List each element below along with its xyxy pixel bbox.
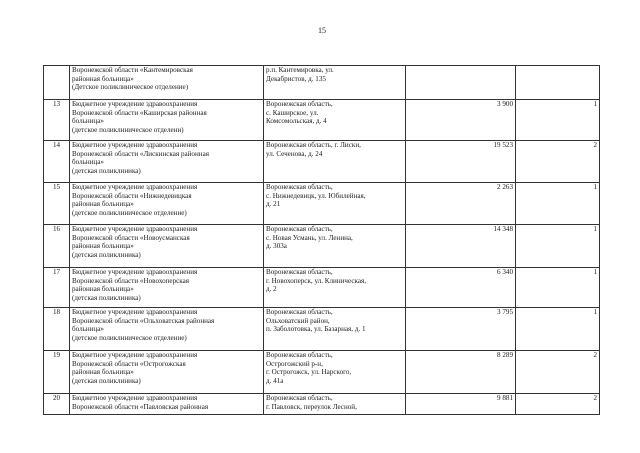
address-line: Воронежская область, bbox=[266, 308, 333, 316]
facility-name-line: Бюджетное учреждение здравоохранения bbox=[72, 268, 198, 276]
address-cell bbox=[264, 225, 406, 268]
address-line: с. Новая Усмань, ул. Ленина, bbox=[266, 233, 353, 242]
row-number-cell: 18 bbox=[44, 308, 70, 351]
facility-name-line: Бюджетное учреждение здравоохранения bbox=[72, 100, 198, 108]
facility-name-cell bbox=[70, 225, 264, 268]
facility-name-cell bbox=[70, 183, 264, 225]
facility-name-cell bbox=[70, 141, 264, 183]
count-cell: 1 bbox=[516, 308, 600, 351]
population-cell: 6 340 bbox=[406, 268, 516, 308]
table-row bbox=[44, 351, 600, 394]
address-line: ул. Сеченова, д. 24 bbox=[266, 149, 323, 158]
facility-name-cell bbox=[70, 394, 264, 415]
facility-name-line: (детская поликлиника) bbox=[72, 293, 141, 302]
facility-name-line: районная больница» bbox=[72, 285, 134, 294]
facility-name-line: районная больница» bbox=[72, 200, 134, 209]
facility-name-cell bbox=[70, 100, 264, 141]
table-body bbox=[44, 66, 600, 415]
row-number-cell bbox=[44, 66, 70, 100]
facility-name-line: Бюджетное учреждение здравоохранения bbox=[72, 141, 198, 149]
facility-name-line: районная больница» bbox=[72, 242, 134, 251]
facility-name-cell bbox=[70, 268, 264, 308]
address-cell bbox=[264, 183, 406, 225]
address-line: Декабристов, д. 135 bbox=[266, 74, 326, 83]
row-number-cell: 19 bbox=[44, 351, 70, 394]
facility-name-line: (детская поликлиника) bbox=[72, 166, 141, 175]
address-cell bbox=[264, 100, 406, 141]
population-cell bbox=[406, 66, 516, 100]
address-line: Воронежская область, bbox=[266, 183, 333, 191]
facility-name-line: Воронежской области «Новоусманская bbox=[72, 233, 190, 242]
count-cell: 1 bbox=[516, 225, 600, 268]
facility-name-line: Бюджетное учреждение здравоохранения bbox=[72, 351, 198, 359]
facility-name-line: Воронежской области «Кантемировская bbox=[72, 66, 193, 74]
address-line: Воронежская область, bbox=[266, 268, 333, 276]
count-cell: 2 bbox=[516, 351, 600, 394]
population-cell: 2 263 bbox=[406, 183, 516, 225]
address-line: г. Острогожск, ул. Нарского, bbox=[266, 368, 352, 377]
population-cell: 9 881 bbox=[406, 394, 516, 415]
address-line: г. Новохоперск, ул. Клиническая, bbox=[266, 276, 367, 285]
table-row bbox=[44, 225, 600, 268]
facility-name-line: Воронежской области «Острогожская bbox=[72, 359, 186, 368]
population-cell: 3 795 bbox=[406, 308, 516, 351]
address-cell bbox=[264, 394, 406, 415]
table-row bbox=[44, 183, 600, 225]
address-cell bbox=[264, 141, 406, 183]
facility-name-cell bbox=[70, 351, 264, 394]
address-line: д. 21 bbox=[266, 200, 281, 209]
address-line: г. Павловск, переулок Лесной, bbox=[266, 402, 357, 411]
facility-name-cell bbox=[70, 308, 264, 351]
address-line: д. 41а bbox=[266, 376, 284, 385]
facility-name-line: (детское поликлиническое отделени) bbox=[72, 125, 184, 134]
population-cell: 8 289 bbox=[406, 351, 516, 394]
address-line: Комсомольская, д. 4 bbox=[266, 117, 327, 126]
facility-name-line: (детское поликлиническое отделение) bbox=[72, 333, 187, 342]
count-cell: 1 bbox=[516, 183, 600, 225]
address-cell bbox=[264, 268, 406, 308]
address-line: Воронежская область, bbox=[266, 100, 333, 108]
count-cell: 1 bbox=[516, 268, 600, 308]
population-cell: 14 348 bbox=[406, 225, 516, 268]
address-line: Ольховатский район, bbox=[266, 316, 330, 325]
address-line: с. Каширское, ул. bbox=[266, 108, 319, 117]
table-row bbox=[44, 66, 600, 100]
table-row bbox=[44, 100, 600, 141]
row-number-cell: 14 bbox=[44, 141, 70, 183]
count-cell: 1 bbox=[516, 100, 600, 141]
facility-name-line: (детское поликлиническое отделение) bbox=[72, 208, 187, 217]
facility-name-line: районная больница» bbox=[72, 368, 134, 377]
facility-name-line: Бюджетное учреждение здравоохранения bbox=[72, 308, 198, 316]
address-line: п. Заболотовка, ул. Базарная, д. 1 bbox=[266, 325, 366, 334]
page-number: 15 bbox=[318, 26, 326, 35]
facility-name-line: (детская поликлиника) bbox=[72, 376, 141, 385]
population-cell: 3 900 bbox=[406, 100, 516, 141]
facility-name-line: Воронежской области «Ольховатская районная bbox=[72, 316, 215, 325]
table-row bbox=[44, 308, 600, 351]
address-line: Воронежская область, bbox=[266, 351, 333, 359]
population-cell: 19 523 bbox=[406, 141, 516, 183]
address-cell bbox=[264, 351, 406, 394]
row-number-cell: 20 bbox=[44, 394, 70, 415]
facility-name-line: больница» bbox=[72, 158, 104, 167]
table-row bbox=[44, 268, 600, 308]
facility-name-line: Воронежской области «Лискинская районная bbox=[72, 149, 209, 158]
address-line: д. 2 bbox=[266, 285, 277, 294]
facility-name-line: Бюджетное учреждение здравоохранения bbox=[72, 225, 198, 233]
facility-name-line: Бюджетное учреждение здравоохранения bbox=[72, 183, 198, 191]
address-line: Острогожский р-н, bbox=[266, 359, 323, 368]
row-number-cell: 13 bbox=[44, 100, 70, 141]
facility-name-line: больница» bbox=[72, 325, 104, 334]
row-number-cell: 17 bbox=[44, 268, 70, 308]
facility-name-cell bbox=[70, 66, 264, 100]
facility-name-line: (Детское поликлиническое отделение) bbox=[72, 83, 189, 92]
facility-name-line: Бюджетное учреждение здравоохранения bbox=[72, 394, 198, 402]
address-cell bbox=[264, 66, 406, 100]
count-cell: 2 bbox=[516, 394, 600, 415]
address-line: д. 303а bbox=[266, 242, 287, 251]
facility-name-line: Воронежской области «Павловская районная bbox=[72, 402, 209, 411]
facility-name-line: Воронежской области «Каширская районная bbox=[72, 108, 207, 117]
row-number-cell: 16 bbox=[44, 225, 70, 268]
address-line: Воронежская область, г. Лиски, bbox=[266, 141, 361, 149]
facility-name-line: (детская поликлиника) bbox=[72, 250, 141, 259]
count-cell bbox=[516, 66, 600, 100]
row-number-cell: 15 bbox=[44, 183, 70, 225]
facility-table bbox=[43, 65, 600, 415]
facility-name-line: районная больница» bbox=[72, 74, 134, 83]
address-line: Воронежская область, bbox=[266, 225, 333, 233]
count-cell: 2 bbox=[516, 141, 600, 183]
facility-name-line: Воронежской области «Новохоперская bbox=[72, 276, 190, 285]
address-line: с. Нижнедевицк, ул. Юбилейная, bbox=[266, 191, 366, 200]
address-line: р.п. Кантемировка, ул. bbox=[266, 66, 334, 74]
address-cell bbox=[264, 308, 406, 351]
facility-name-line: Воронежской области «Нижнедевицкая bbox=[72, 191, 192, 200]
table-row bbox=[44, 141, 600, 183]
facility-name-line: больница» bbox=[72, 117, 104, 126]
table-row bbox=[44, 394, 600, 415]
address-line: Воронежская область, bbox=[266, 394, 333, 402]
